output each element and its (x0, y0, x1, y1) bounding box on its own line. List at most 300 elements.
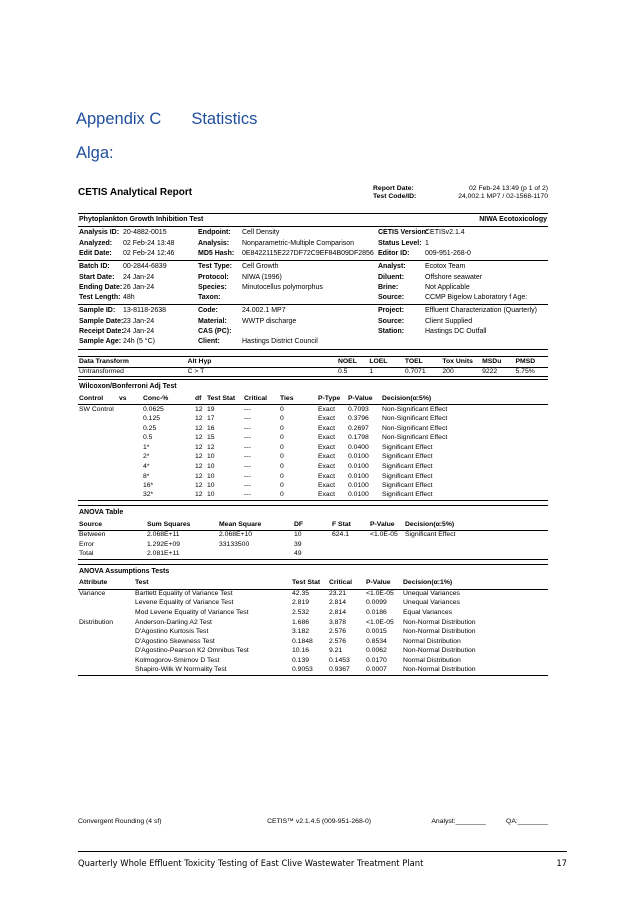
table-cell: Exact (317, 491, 347, 501)
table-cell: --- (244, 443, 251, 451)
info-label: Edit Date: (79, 249, 112, 257)
table-cell: Exact (318, 434, 335, 442)
table-cell: 0 (280, 414, 284, 422)
table-cell: SW Control (79, 405, 114, 413)
column-header: Decision(α:5%) (404, 519, 548, 530)
report-date-value: 02 Feb-24 13:49 (p 1 of 2) (469, 185, 548, 192)
table-row (78, 599, 548, 609)
table-cell: <1.0E-05 (370, 531, 398, 539)
table-cell: Anderson-Darling A2 Test (135, 618, 212, 626)
table-cell: 33133500 (219, 540, 250, 548)
table-cell: Significant Effect (382, 462, 433, 470)
report-date-label: Report Date: (373, 185, 414, 192)
test-code-label: Test Code/ID: (373, 193, 417, 201)
table-cell: C > T (187, 367, 250, 377)
table-row (78, 491, 548, 501)
table-cell: Untransformed (78, 367, 187, 377)
table-header-row (78, 356, 548, 367)
table-cell: Non-Significant Effect (382, 414, 448, 422)
info-value: Ecotox Team (425, 263, 466, 271)
table-cell: 3.878 (329, 618, 347, 626)
table-cell: 32* (142, 491, 194, 501)
table-cell: 12 (195, 443, 203, 451)
table-cell: 12 (194, 491, 206, 501)
table-cell: Between (79, 531, 106, 539)
info-label: Source: (378, 317, 405, 325)
table-row (78, 666, 548, 676)
table-cell: 16* (143, 482, 154, 490)
table-cell: Levene Equality of Variance Test (135, 599, 234, 607)
table-cell: --- (244, 472, 251, 480)
table-cell: 10.16 (292, 647, 310, 655)
table-cell (78, 599, 134, 609)
table-cell (118, 491, 142, 501)
table-cell (118, 472, 142, 482)
table-cell: 10 (206, 491, 243, 501)
appendix-label: Appendix C (76, 110, 162, 128)
table-cell: Exact (318, 482, 335, 490)
table-cell: Non-Normal Distribution (402, 666, 548, 676)
table-cell: --- (244, 482, 251, 490)
subheading: Alga: (76, 144, 114, 162)
table-cell: Significant Effect (382, 482, 433, 490)
section-org: NIWA Ecotoxicology (479, 216, 547, 223)
column-header: NOEL (337, 356, 368, 367)
column-header: Decision(α:1%) (402, 578, 548, 589)
table-cell (118, 462, 142, 472)
column-header: Decision(α:5%) (381, 394, 548, 405)
table-cell (78, 453, 118, 463)
table-cell (369, 540, 404, 550)
table-row (78, 637, 548, 647)
table-cell: 1 (368, 367, 404, 377)
column-header: Ties (279, 394, 317, 405)
table-cell: 0.3796 (348, 414, 369, 422)
table-cell: 0.0625 (143, 405, 164, 413)
table-cell: 1.686 (292, 618, 310, 626)
column-header: PMSD (515, 356, 548, 367)
table-cell (78, 491, 118, 501)
table-cell: 2.576 (329, 637, 347, 645)
info-label: Code: (198, 307, 218, 315)
table-row (78, 530, 548, 540)
table-cell: D'Agostino-Pearson K2 Omnibus Test (135, 647, 249, 655)
table-cell: Distribution (79, 618, 113, 626)
table-cell: Significant Effect (382, 443, 433, 451)
info-value: CETISv2.1.4 (425, 229, 465, 237)
report-title: CETIS Analytical Report (78, 187, 193, 198)
table-cell: 0.139 (292, 657, 310, 665)
table-cell: --- (244, 405, 251, 413)
table-cell: 10 (294, 531, 302, 539)
info-value: 24.002.1 MP7 (242, 307, 286, 315)
appendix-title: Statistics (191, 110, 258, 128)
info-value: 20-4882-0015 (123, 229, 167, 237)
table-cell: 12 (195, 482, 203, 490)
table-cell: 0.8534 (366, 637, 387, 645)
column-header: Alt Hyp (187, 356, 250, 367)
table-cell: 2.068E+10 (219, 531, 253, 539)
column-header: Critical (243, 394, 279, 405)
table-row (78, 656, 548, 666)
table-cell: Exact (318, 453, 335, 461)
table-cell (118, 453, 142, 463)
analyst-signoff: Analyst:________ (431, 818, 486, 825)
table-cell: Variance (79, 590, 106, 598)
table-cell: 0 (280, 453, 284, 461)
table-cell: 16 (207, 424, 215, 432)
column-header: df (194, 394, 206, 405)
table-cell (78, 608, 134, 618)
column-header: Mean Square (218, 519, 293, 530)
table-cell: 12 (207, 443, 215, 451)
table-cell: 49 (293, 550, 331, 560)
info-value: CCMP Bigelow Laboratory f Age: (425, 294, 528, 302)
info-value: 23 Jan-24 (123, 317, 155, 325)
table-cell: Exact (318, 405, 335, 413)
table-cell: Non-Normal Distribution (403, 647, 476, 655)
info-value: 24 Jan-24 (123, 328, 155, 336)
table-header-row (78, 578, 548, 589)
info-value: 13-8118-2638 (123, 307, 167, 315)
table-cell: Exact (318, 424, 335, 432)
column-header: Sum Squares (146, 519, 218, 530)
table-cell (118, 424, 142, 434)
info-label: Material: (198, 317, 227, 325)
table-cell: 624.1 (332, 531, 350, 539)
table-cell: 0.1798 (348, 434, 369, 442)
table-cell: --- (244, 462, 251, 470)
table-cell: 1.292E+09 (147, 540, 181, 548)
info-value: 24 Jan-24 (123, 273, 155, 281)
table-cell (78, 647, 134, 657)
assumptions-table (78, 578, 548, 676)
table-cell: 2.814 (329, 609, 347, 617)
table-row (78, 443, 548, 453)
info-label: CAS (PC): (198, 328, 232, 336)
table-row (78, 424, 548, 434)
info-label: Test Type: (198, 263, 232, 271)
cetis-version-note: CETIS™ v2.1.4.5 (009-951-268-0) (267, 818, 372, 825)
table-row (78, 550, 548, 560)
table-cell (78, 628, 134, 638)
info-value: Not Applicable (425, 283, 470, 291)
table-cell: 12 (195, 424, 203, 432)
info-value: 1 (425, 239, 429, 247)
table-cell: Non-Normal Distribution (403, 628, 476, 636)
table-cell (404, 540, 548, 550)
info-value: Offshore seawater (425, 273, 483, 281)
info-value: 26 Jan-24 (123, 283, 155, 291)
column-header (249, 356, 337, 367)
table-cell: 0.7071 (404, 367, 442, 377)
table-cell: Exact (318, 462, 335, 470)
table-cell: 10 (207, 472, 215, 480)
info-value: 02 Feb-24 12:46 (123, 249, 175, 257)
info-label: Analysis ID: (79, 229, 120, 237)
info-label: Analyzed: (79, 239, 113, 247)
table-cell: 0 (280, 424, 284, 432)
info-label: Analyst: (378, 263, 406, 271)
table-cell: 12 (195, 472, 203, 480)
info-value (242, 294, 378, 304)
batch-info-block (78, 261, 548, 305)
table-cell (78, 637, 134, 647)
table-cell: 0.0100 (348, 472, 369, 480)
table-cell: 2* (143, 453, 150, 461)
info-value: Hastings District Council (242, 338, 318, 346)
info-value: 24h (5 °C) (123, 338, 155, 346)
transform-table (78, 356, 548, 378)
info-label: Client: (198, 338, 220, 346)
column-header: MSDu (481, 356, 514, 367)
table-cell: 0 (280, 405, 284, 413)
info-label: Endpoint: (198, 229, 231, 237)
table-cell: 0.0170 (366, 657, 387, 665)
table-cell: D'Agostino Skewness Test (135, 637, 215, 645)
table-cell: 9222 (481, 367, 514, 377)
info-label: Start Date: (79, 273, 115, 281)
table-cell (78, 666, 134, 676)
table-header-row (78, 519, 548, 530)
table-cell (78, 414, 118, 424)
table-cell: 15 (207, 434, 215, 442)
table-cell: 3.182 (292, 628, 310, 636)
table-cell: 0 (280, 434, 284, 442)
column-header: Control (78, 394, 118, 405)
column-header: Source (78, 519, 146, 530)
table-cell: Exact (318, 443, 335, 451)
info-value: WWTP discharge (242, 317, 297, 325)
table-cell: Unequal Variances (403, 599, 460, 607)
analysis-info-block (78, 227, 548, 261)
column-header: Critical (328, 578, 365, 589)
column-header: Test Stat (206, 394, 243, 405)
sample-info-block (78, 305, 548, 349)
info-label: Species: (198, 283, 227, 291)
table-cell: 0.125 (143, 414, 161, 422)
table-cell: 0.2697 (348, 424, 369, 432)
test-code-value: 24,002.1 MP7 / 02-1568-1170 (458, 193, 548, 201)
info-label: Test Length: (79, 294, 121, 302)
anova-table (78, 519, 548, 559)
wilcoxon-table (78, 394, 548, 501)
report-header (78, 185, 548, 209)
table-cell: 8* (143, 472, 150, 480)
info-value: 02 Feb-24 13:48 (123, 239, 175, 247)
table-cell: 12 (195, 414, 203, 422)
table-cell: 12 (195, 462, 203, 470)
info-label: Station: (378, 328, 405, 336)
table-cell: 0 (280, 443, 284, 451)
table-cell: 2.819 (292, 599, 310, 607)
table-cell: 2.814 (329, 599, 347, 607)
table-cell (331, 540, 369, 550)
anova-title: ANOVA Table (78, 505, 548, 519)
table-cell: --- (244, 453, 251, 461)
table-cell: 42.35 (292, 590, 310, 598)
table-cell (331, 550, 369, 560)
table-cell: 0.9367 (328, 666, 365, 676)
table-cell: 2.081E+11 (146, 550, 218, 560)
table-cell (78, 443, 118, 453)
info-label: Sample Date: (79, 317, 124, 325)
table-row (78, 453, 548, 463)
info-value: NIWA (1996) (242, 273, 282, 281)
info-label: Taxon: (198, 294, 221, 302)
table-cell: Shapiro-Wilk W Normality Test (134, 666, 291, 676)
column-header: LOEL (368, 356, 404, 367)
table-cell (78, 462, 118, 472)
info-value (425, 338, 549, 348)
info-value: 48h (123, 294, 135, 302)
table-cell (118, 481, 142, 491)
table-row (78, 433, 548, 443)
table-cell: 0 (280, 482, 284, 490)
column-header: DF (293, 519, 331, 530)
column-header: Tox Units (441, 356, 481, 367)
column-header: Test Stat (291, 578, 328, 589)
table-row (78, 608, 548, 618)
table-cell: 12 (195, 453, 203, 461)
table-cell: Mod Levene Equality of Variance Test (135, 609, 249, 617)
table-cell: Error (79, 540, 95, 548)
table-cell: 0.0100 (348, 462, 369, 470)
table-cell: --- (244, 434, 251, 442)
table-cell: <1.0E-05 (366, 618, 394, 626)
table-cell: 5.75% (515, 367, 548, 377)
info-value: Cell Density (242, 229, 280, 237)
table-cell (218, 550, 293, 560)
page-number: 17 (556, 858, 567, 868)
table-cell (78, 424, 118, 434)
table-cell: 9.21 (329, 647, 343, 655)
info-label: Project: (378, 307, 405, 315)
table-cell: 0.0100 (348, 453, 369, 461)
wilcoxon-title: Wilcoxon/Bonferroni Adj Test (78, 379, 548, 393)
table-cell: 0.0186 (366, 609, 387, 617)
table-header-row (78, 394, 548, 405)
report-footer (78, 818, 548, 825)
table-cell (78, 656, 134, 666)
table-row (78, 414, 548, 424)
table-row (78, 540, 548, 550)
table-cell: Normal Distribution (403, 657, 461, 665)
info-value: 0E8422115E227DF72C9EF84B09DF2856 (242, 249, 374, 257)
table-cell (404, 550, 548, 560)
table-cell: Bartlett Equality of Variance Test (135, 590, 233, 598)
appendix-heading (76, 110, 257, 129)
table-cell (249, 367, 337, 377)
table-cell: 0.0007 (365, 666, 402, 676)
column-header: Test (134, 578, 291, 589)
table-cell: Non-Significant Effect (382, 424, 448, 432)
info-value: Client Supplied (425, 317, 473, 325)
table-cell: 4* (143, 462, 150, 470)
info-value: 009-951-268-0 (425, 249, 471, 257)
table-cell (369, 550, 404, 560)
table-cell: 0.5 (143, 434, 153, 442)
table-row (78, 367, 548, 377)
info-label: Source: (378, 294, 405, 302)
table-cell: Kolmogorov-Smirnov D Test (135, 657, 220, 665)
table-cell: 0.0100 (347, 491, 381, 501)
table-cell: Equal Variances (403, 609, 452, 617)
info-label: CETIS Version: (378, 229, 429, 237)
table-cell: 17 (207, 414, 215, 422)
column-header: Attribute (78, 578, 134, 589)
table-cell: Exact (318, 472, 335, 480)
column-header: P-Type (317, 394, 347, 405)
table-cell: 10 (207, 482, 215, 490)
info-label: Sample Age: (79, 338, 122, 346)
table-cell: 2.068E+11 (147, 531, 180, 539)
table-cell: 12 (195, 405, 203, 413)
column-header: Data Transform (78, 356, 187, 367)
info-value (242, 328, 378, 338)
table-cell: Significant Effect (381, 491, 548, 501)
info-label: MD5 Hash: (198, 249, 235, 257)
table-cell: --- (243, 491, 279, 501)
info-label: Editor ID: (378, 249, 410, 257)
table-cell: <1.0E-05 (366, 590, 394, 598)
info-label: Receipt Date: (79, 328, 124, 336)
info-label: Status Level: (378, 239, 422, 247)
footer-document-title: Quarterly Whole Effluent Toxicity Testing of East Clive Wastewater Treatment Plant (78, 858, 424, 868)
table-cell: 19 (207, 405, 215, 413)
table-cell: Non-Significant Effect (382, 434, 448, 442)
table-cell: 0.0062 (366, 647, 387, 655)
table-cell: Total (78, 550, 146, 560)
qa-signoff: QA:________ (506, 818, 548, 825)
table-row (78, 647, 548, 657)
table-cell: 0.7093 (348, 405, 369, 413)
table-cell (118, 414, 142, 424)
column-header: Conc-% (142, 394, 194, 405)
table-cell: Significant Effect (382, 472, 433, 480)
column-header: P-Value (369, 519, 404, 530)
cetis-report (78, 185, 548, 676)
page-footer (78, 851, 567, 868)
section-title: Phytoplankton Growth Inhibition Test (79, 216, 204, 223)
table-row (78, 628, 548, 638)
info-value: Effluent Characterization (Quarterly) (425, 307, 537, 315)
table-cell: D'Agostino Kurtosis Test (135, 628, 209, 636)
table-cell: Non-Significant Effect (382, 405, 448, 413)
table-row (78, 481, 548, 491)
table-cell: 0.9053 (291, 666, 328, 676)
table-cell (118, 405, 142, 415)
table-cell: Non-Normal Distribution (403, 618, 476, 626)
column-header: vs (118, 394, 142, 405)
table-cell: 0.0015 (366, 628, 387, 636)
table-row (78, 462, 548, 472)
info-value: Hastings DC Outfall (425, 328, 487, 336)
info-label: Ending Date: (79, 283, 123, 291)
info-label (378, 338, 425, 348)
table-cell (118, 433, 142, 443)
table-cell: 1* (143, 443, 150, 451)
table-cell: 0.5 (337, 367, 368, 377)
column-header: P-Value (347, 394, 381, 405)
info-label: Protocol: (198, 273, 229, 281)
info-label: Batch ID: (79, 263, 110, 271)
table-cell: 0.1453 (329, 657, 350, 665)
info-value: Cell Growth (242, 263, 279, 271)
table-cell: Normal Distribution (403, 637, 461, 645)
info-label: Diluent: (378, 273, 405, 281)
table-cell: 0 (280, 472, 284, 480)
